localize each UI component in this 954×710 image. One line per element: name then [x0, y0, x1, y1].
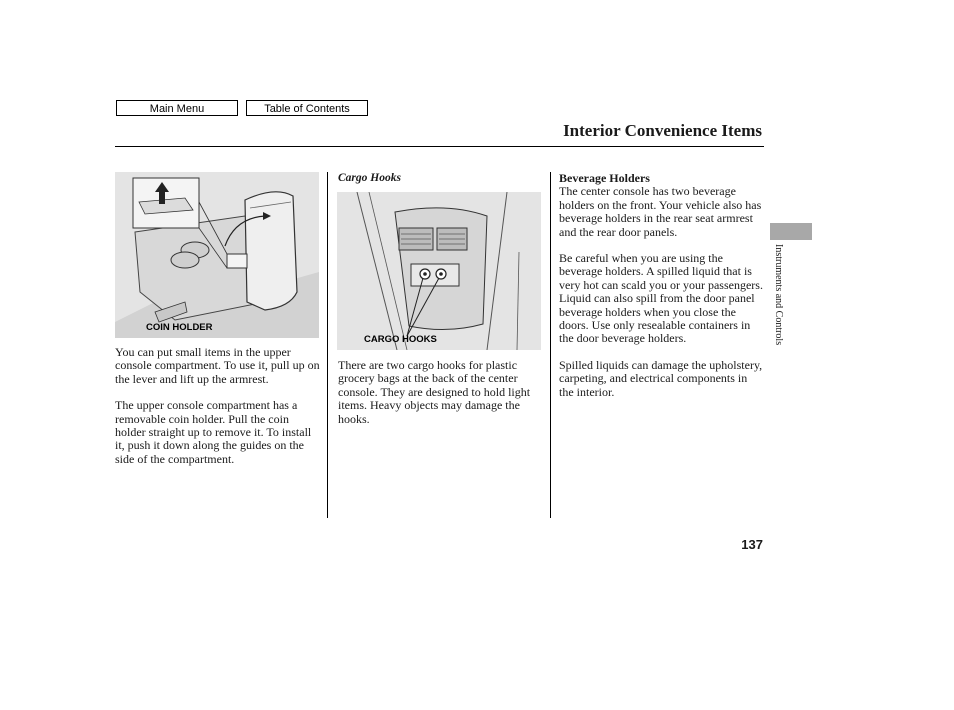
- col3-paragraph-3: Spilled liquids can damage the upholstery, carpeting, and electrical components in the interior.: [559, 357, 763, 399]
- column-divider-right: [550, 172, 551, 518]
- column-divider-left: [327, 172, 328, 518]
- cargo-hooks-heading: Cargo Hooks: [338, 172, 401, 184]
- cargo-hooks-illustration: [337, 192, 541, 350]
- beverage-holders-heading: Beverage Holders: [559, 171, 650, 185]
- col2-body: [338, 359, 542, 439]
- coin-holder-caption: COIN HOLDER: [146, 322, 213, 333]
- col1-paragraph-1: You can put small items in the upper console compartment. To use it, pull up on the lever and lift up the armrest.: [115, 345, 320, 386]
- page-title: Interior Convenience Items: [563, 121, 762, 140]
- cargo-hooks-caption: CARGO HOOKS: [364, 334, 437, 345]
- col3-body: [559, 172, 763, 412]
- col2-paragraph-1: There are two cargo hooks for plastic grocery bags at the back of the center console. They are designed to hold light items. Heavy objects may damage the hooks.: [338, 358, 531, 426]
- table-of-contents-button[interactable]: Table of Contents: [246, 100, 368, 116]
- coin-holder-illustration: [115, 172, 319, 338]
- col3-paragraph-2: Be careful when you are using the beverage holders. A spilled liquid that is very hot can scald you or your passengers. Liquid can also spill from the door panel beverage holders when you close the doors. Use only resealable containers in the door beverage holders.: [559, 251, 763, 346]
- col1-paragraph-2: The upper console compartment has a removable coin holder. Pull the coin holder straight up to remove it. To install it, push it down along the guides on the side of the compartment.: [115, 398, 312, 466]
- section-tab-marker: [770, 223, 812, 240]
- col3-paragraph-1: The center console has two beverage holders on the front. Your vehicle also has beverage holders in the rear seat armrest and the rear door panels.: [559, 184, 762, 239]
- main-menu-button[interactable]: Main Menu: [116, 100, 238, 116]
- section-tab-label: Instruments and Controls: [773, 244, 784, 346]
- header-rule: [115, 146, 764, 147]
- page-number: 137: [741, 537, 763, 552]
- col1-body: [115, 346, 321, 479]
